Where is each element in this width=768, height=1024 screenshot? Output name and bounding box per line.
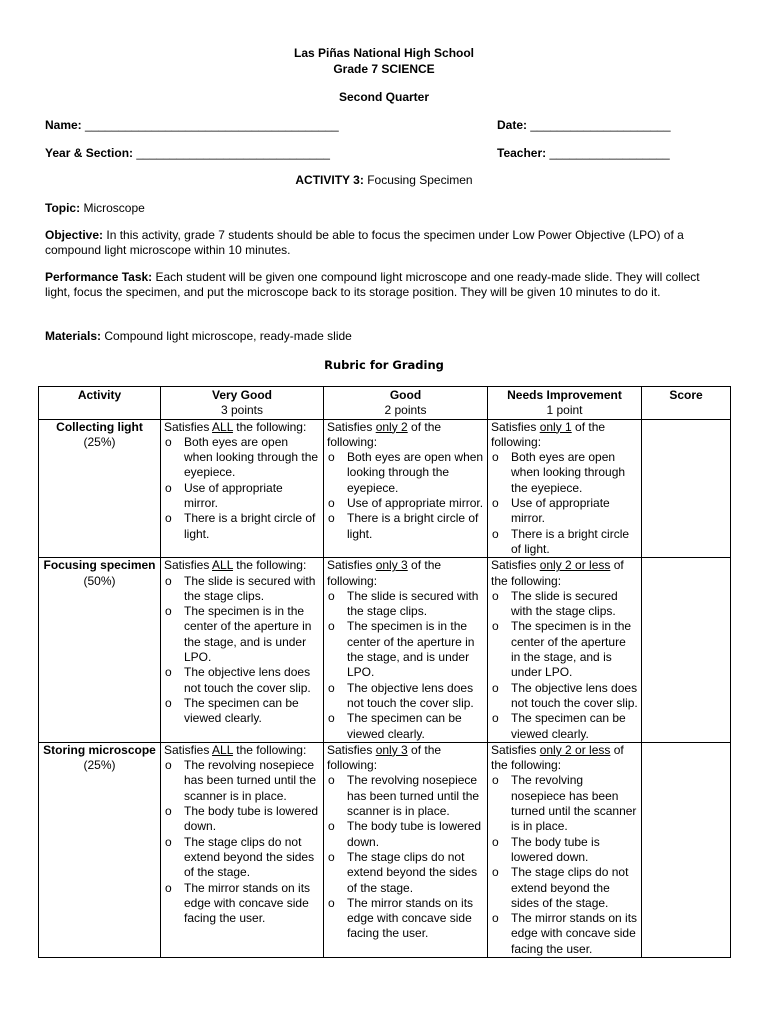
criterion-text: The body tube is lowered down.: [184, 804, 319, 834]
intro-underlined: only 3: [375, 742, 408, 757]
criterion-text: The mirror stands on its edge with concave side facing the user.: [184, 880, 311, 926]
criterion-text: The specimen can be viewed clearly.: [347, 711, 462, 741]
criterion-item: [491, 773, 638, 834]
criterion-item: [491, 527, 638, 558]
criteria-list: [327, 589, 484, 742]
criterion-item: [164, 758, 320, 804]
bullet-circle-icon: o: [165, 665, 172, 680]
intro-text: Satisfies: [327, 742, 376, 757]
needs-improvement-points: 1 point: [546, 403, 583, 418]
criteria-intro: [164, 743, 320, 758]
bullet-circle-icon: o: [492, 588, 499, 603]
activity-cell: [39, 419, 161, 558]
bullet-circle-icon: o: [492, 834, 499, 849]
criterion-text: The slide is secured with the stage clips.: [347, 588, 479, 619]
date-line: _____________________: [530, 118, 671, 132]
needs-improvement-cell: [488, 558, 642, 743]
criterion-item: [327, 589, 484, 620]
criterion-text: The objective lens does not touch the cover slip.: [184, 665, 311, 695]
intro-text: Satisfies: [164, 558, 213, 573]
bullet-circle-icon: o: [328, 773, 335, 788]
very-good-column-header: [161, 387, 324, 420]
bullet-circle-icon: o: [328, 450, 335, 465]
criteria-intro: [491, 420, 638, 451]
rubric-row: [39, 419, 731, 558]
very-good-cell: [161, 419, 324, 558]
intro-underlined: ALL: [212, 558, 233, 573]
good-points: 2 points: [384, 403, 427, 418]
criterion-text: The body tube is lowered down.: [347, 819, 482, 849]
bullet-circle-icon: o: [165, 834, 172, 849]
criterion-text: Both eyes are open when looking through the eyepiece.: [184, 434, 319, 480]
grade-subject: Grade 7 SCIENCE: [333, 62, 435, 76]
good-header-label: Good: [389, 388, 422, 402]
objective-paragraph: [45, 228, 725, 257]
materials-label: Materials:: [45, 329, 102, 343]
criterion-text: The slide is secured with the stage clips.: [184, 573, 316, 603]
teacher-label: Teacher:: [497, 146, 547, 160]
needs-improvement-cell: [488, 419, 642, 558]
needs-improvement-cell: [488, 742, 642, 957]
good-cell: [324, 419, 488, 558]
activity-column-header: [39, 387, 161, 420]
intro-text: of the following:: [327, 742, 442, 773]
criterion-text: The mirror stands on its edge with concave side facing the user.: [347, 895, 474, 941]
intro-text: of the following:: [491, 558, 624, 588]
criterion-text: The objective lens does not touch the cover slip.: [511, 680, 638, 710]
performance-task-text: Each student will be given one compound light microscope and one ready-made slide. They will collect light, focus the specimen, and put the microscope back to its storage position. They will be given 10 minutes to do it.: [45, 270, 700, 299]
criterion-text: The stage clips do not extend beyond the sides of the stage.: [511, 865, 629, 910]
criterion-item: [327, 619, 484, 680]
criterion-item: [327, 511, 484, 542]
bullet-circle-icon: o: [328, 511, 335, 526]
bullet-circle-icon: o: [492, 711, 499, 726]
criterion-item: [327, 450, 484, 496]
criteria-intro: [327, 420, 484, 451]
criterion-text: The specimen is in the center of the aperture in the stage, and is under LPO.: [184, 604, 312, 665]
score-column-header: [642, 387, 731, 420]
teacher-line: __________________: [549, 146, 670, 160]
bullet-circle-icon: o: [165, 434, 172, 449]
bullet-circle-icon: o: [328, 496, 335, 511]
criteria-list: [164, 574, 320, 727]
bullet-circle-icon: o: [492, 773, 499, 788]
criterion-item: [327, 850, 484, 896]
bullet-circle-icon: o: [328, 819, 335, 834]
performance-task-label: Performance Task:: [45, 270, 153, 284]
name-label: Name:: [45, 118, 82, 132]
criteria-list: [491, 589, 638, 742]
intro-underlined: only 1: [539, 419, 572, 434]
materials-text: Compound light microscope, ready-made slide: [104, 329, 352, 343]
criterion-item: [327, 681, 484, 712]
name-line: ______________________________________: [85, 118, 339, 132]
criterion-text: The slide is secured with the stage clips.: [511, 588, 618, 619]
criterion-item: [491, 911, 638, 957]
intro-text: Satisfies: [491, 558, 540, 573]
date-label: Date:: [497, 118, 528, 132]
date-field: [497, 118, 671, 133]
good-cell: [324, 558, 488, 743]
very-good-cell: [161, 558, 324, 743]
criteria-list: [327, 450, 484, 542]
criterion-item: [327, 819, 484, 850]
intro-text: Satisfies: [164, 742, 213, 757]
topic-label: Topic:: [45, 201, 81, 215]
activity-cell: [39, 558, 161, 743]
activity-name: Focusing specimen: [43, 558, 156, 573]
criterion-text: The revolving nosepiece has been turned until the scanner is in place.: [511, 773, 637, 834]
criterion-text: The stage clips do not extend beyond the sides of the stage.: [347, 849, 478, 895]
criteria-list: [164, 758, 320, 926]
score-cell: [642, 419, 731, 558]
topic-line: [45, 201, 725, 216]
objective-label: Objective:: [45, 228, 104, 242]
activity-weight: (25%): [83, 758, 116, 773]
criterion-item: [164, 804, 320, 835]
intro-text: of the following:: [327, 419, 442, 449]
bullet-circle-icon: o: [492, 450, 499, 465]
good-cell: [324, 742, 488, 957]
activity-cell: [39, 742, 161, 957]
bullet-circle-icon: o: [328, 619, 335, 634]
bullet-circle-icon: o: [492, 496, 499, 511]
materials-line: [45, 329, 725, 344]
intro-underlined: only 2: [375, 419, 408, 434]
intro-text: the following:: [232, 419, 307, 434]
activity-weight: (50%): [83, 573, 116, 588]
criterion-item: [327, 496, 484, 511]
name-field: [45, 118, 339, 133]
criterion-item: [164, 835, 320, 881]
intro-text: Satisfies: [164, 419, 213, 434]
criterion-item: [164, 481, 320, 512]
bullet-circle-icon: o: [492, 680, 499, 695]
criterion-item: [164, 511, 320, 542]
bullet-circle-icon: o: [328, 895, 335, 910]
section-label: Year & Section:: [45, 146, 134, 160]
bullet-circle-icon: o: [492, 526, 499, 541]
bullet-circle-icon: o: [492, 865, 499, 880]
criterion-item: [164, 435, 320, 481]
intro-text: of the following:: [327, 558, 442, 588]
performance-task-paragraph: [45, 270, 725, 299]
bullet-circle-icon: o: [165, 804, 172, 819]
activity-label: ACTIVITY 3:: [295, 173, 364, 187]
intro-text: the following:: [232, 558, 307, 573]
criterion-text: Use of appropriate mirror.: [347, 496, 484, 511]
criterion-item: [491, 681, 638, 712]
rubric-table: [38, 386, 731, 958]
criterion-text: The specimen is in the center of the aperture in the stage, and is under LPO.: [347, 619, 475, 680]
criteria-list: [164, 435, 320, 542]
criterion-item: [491, 496, 638, 527]
activity-name: Collecting light: [56, 419, 143, 434]
criterion-item: [491, 619, 638, 680]
intro-text: the following:: [232, 742, 307, 757]
criterion-text: There is a bright circle of light.: [347, 511, 479, 541]
bullet-circle-icon: o: [328, 588, 335, 603]
section-field: [45, 146, 330, 161]
rubric-row: [39, 742, 731, 957]
activity-heading: [0, 173, 768, 187]
activity-title: Focusing Specimen: [367, 173, 473, 187]
intro-text: of the following:: [491, 419, 606, 449]
objective-text: In this activity, grade 7 students should be able to focus the specimen under Low Power Objective (LPO) of a compound light microscope within 10 minutes.: [45, 228, 684, 257]
activity-name: Storing microscope: [43, 742, 156, 757]
intro-underlined: only 3: [375, 558, 408, 573]
criteria-intro: [491, 558, 638, 589]
section-line: _____________________________: [136, 146, 330, 160]
topic-text: Microscope: [83, 201, 145, 215]
criterion-text: The specimen is in the center of the aperture in the stage, and is under LPO.: [511, 619, 632, 680]
criterion-item: [164, 665, 320, 696]
criterion-item: [164, 574, 320, 605]
criteria-list: [327, 773, 484, 941]
criterion-item: [491, 835, 638, 866]
criterion-text: There is a bright circle of light.: [511, 526, 630, 556]
bullet-circle-icon: o: [165, 758, 172, 773]
intro-underlined: ALL: [212, 419, 233, 434]
criteria-intro: [327, 743, 484, 774]
criterion-text: The specimen can be viewed clearly.: [184, 695, 299, 726]
criterion-item: [491, 711, 638, 742]
criterion-text: Both eyes are open when looking through the eyepiece.: [511, 450, 626, 495]
criterion-text: Both eyes are open when looking through the eyepiece.: [347, 450, 484, 495]
bullet-circle-icon: o: [165, 604, 172, 619]
score-header-label: Score: [669, 388, 703, 402]
intro-text: Satisfies: [327, 419, 376, 434]
criterion-text: The revolving nosepiece has been turned until the scanner is in place.: [347, 773, 480, 819]
intro-underlined: ALL: [212, 742, 233, 757]
criteria-intro: [164, 420, 320, 435]
criterion-item: [491, 589, 638, 620]
criterion-item: [164, 881, 320, 927]
criteria-list: [491, 773, 638, 957]
criterion-text: The specimen can be viewed clearly.: [511, 711, 626, 741]
criterion-item: [491, 865, 638, 911]
criterion-item: [491, 450, 638, 496]
criterion-text: The stage clips do not extend beyond the sides of the stage.: [184, 834, 315, 880]
bullet-circle-icon: o: [165, 880, 172, 895]
bullet-circle-icon: o: [165, 695, 172, 710]
criterion-item: [327, 773, 484, 819]
criterion-text: There is a bright circle of light.: [184, 511, 316, 541]
intro-text: of the following:: [491, 742, 624, 773]
very-good-header-label: Very Good: [211, 388, 273, 402]
bullet-circle-icon: o: [165, 480, 172, 495]
bullet-circle-icon: o: [492, 619, 499, 634]
bullet-circle-icon: o: [328, 711, 335, 726]
rubric-body: [39, 419, 731, 957]
criterion-text: Use of appropriate mirror.: [511, 496, 610, 526]
bullet-circle-icon: o: [328, 849, 335, 864]
teacher-field: [497, 146, 670, 161]
very-good-points: 3 points: [220, 403, 264, 418]
criterion-text: The body tube is lowered down.: [511, 834, 600, 864]
rubric-row: [39, 558, 731, 743]
school-name: Las Piñas National High School: [293, 46, 475, 60]
score-cell: [642, 742, 731, 957]
bullet-circle-icon: o: [165, 511, 172, 526]
criteria-intro: [164, 558, 320, 573]
criterion-item: [327, 896, 484, 942]
intro-text: Satisfies: [327, 558, 376, 573]
quarter: Second Quarter: [338, 90, 430, 104]
bullet-circle-icon: o: [328, 680, 335, 695]
criterion-item: [164, 604, 320, 665]
rubric-title: Rubric for Grading: [324, 358, 444, 372]
criterion-text: Use of appropriate mirror.: [184, 480, 283, 511]
score-cell: [642, 558, 731, 743]
criteria-intro: [491, 743, 638, 774]
criteria-intro: [327, 558, 484, 589]
intro-underlined: only 2 or less: [539, 742, 611, 757]
activity-header-label: Activity: [77, 388, 122, 402]
criterion-text: The objective lens does not touch the cover slip.: [347, 680, 474, 710]
criterion-text: The revolving nosepiece has been turned until the scanner is in place.: [184, 758, 317, 803]
intro-underlined: only 2 or less: [539, 558, 611, 573]
criterion-text: The mirror stands on its edge with concave side facing the user.: [511, 911, 638, 956]
bullet-circle-icon: o: [492, 911, 499, 926]
criterion-item: [327, 711, 484, 742]
very-good-cell: [161, 742, 324, 957]
needs-improvement-header-label: Needs Improvement: [507, 388, 622, 402]
activity-weight: (25%): [83, 434, 116, 449]
rubric-header-row: [39, 387, 731, 420]
good-column-header: [324, 387, 488, 420]
bullet-circle-icon: o: [165, 573, 172, 588]
criterion-item: [164, 696, 320, 727]
criteria-list: [491, 450, 638, 557]
intro-text: Satisfies: [491, 419, 540, 434]
intro-text: Satisfies: [491, 742, 540, 757]
needs-improvement-column-header: [488, 387, 642, 420]
